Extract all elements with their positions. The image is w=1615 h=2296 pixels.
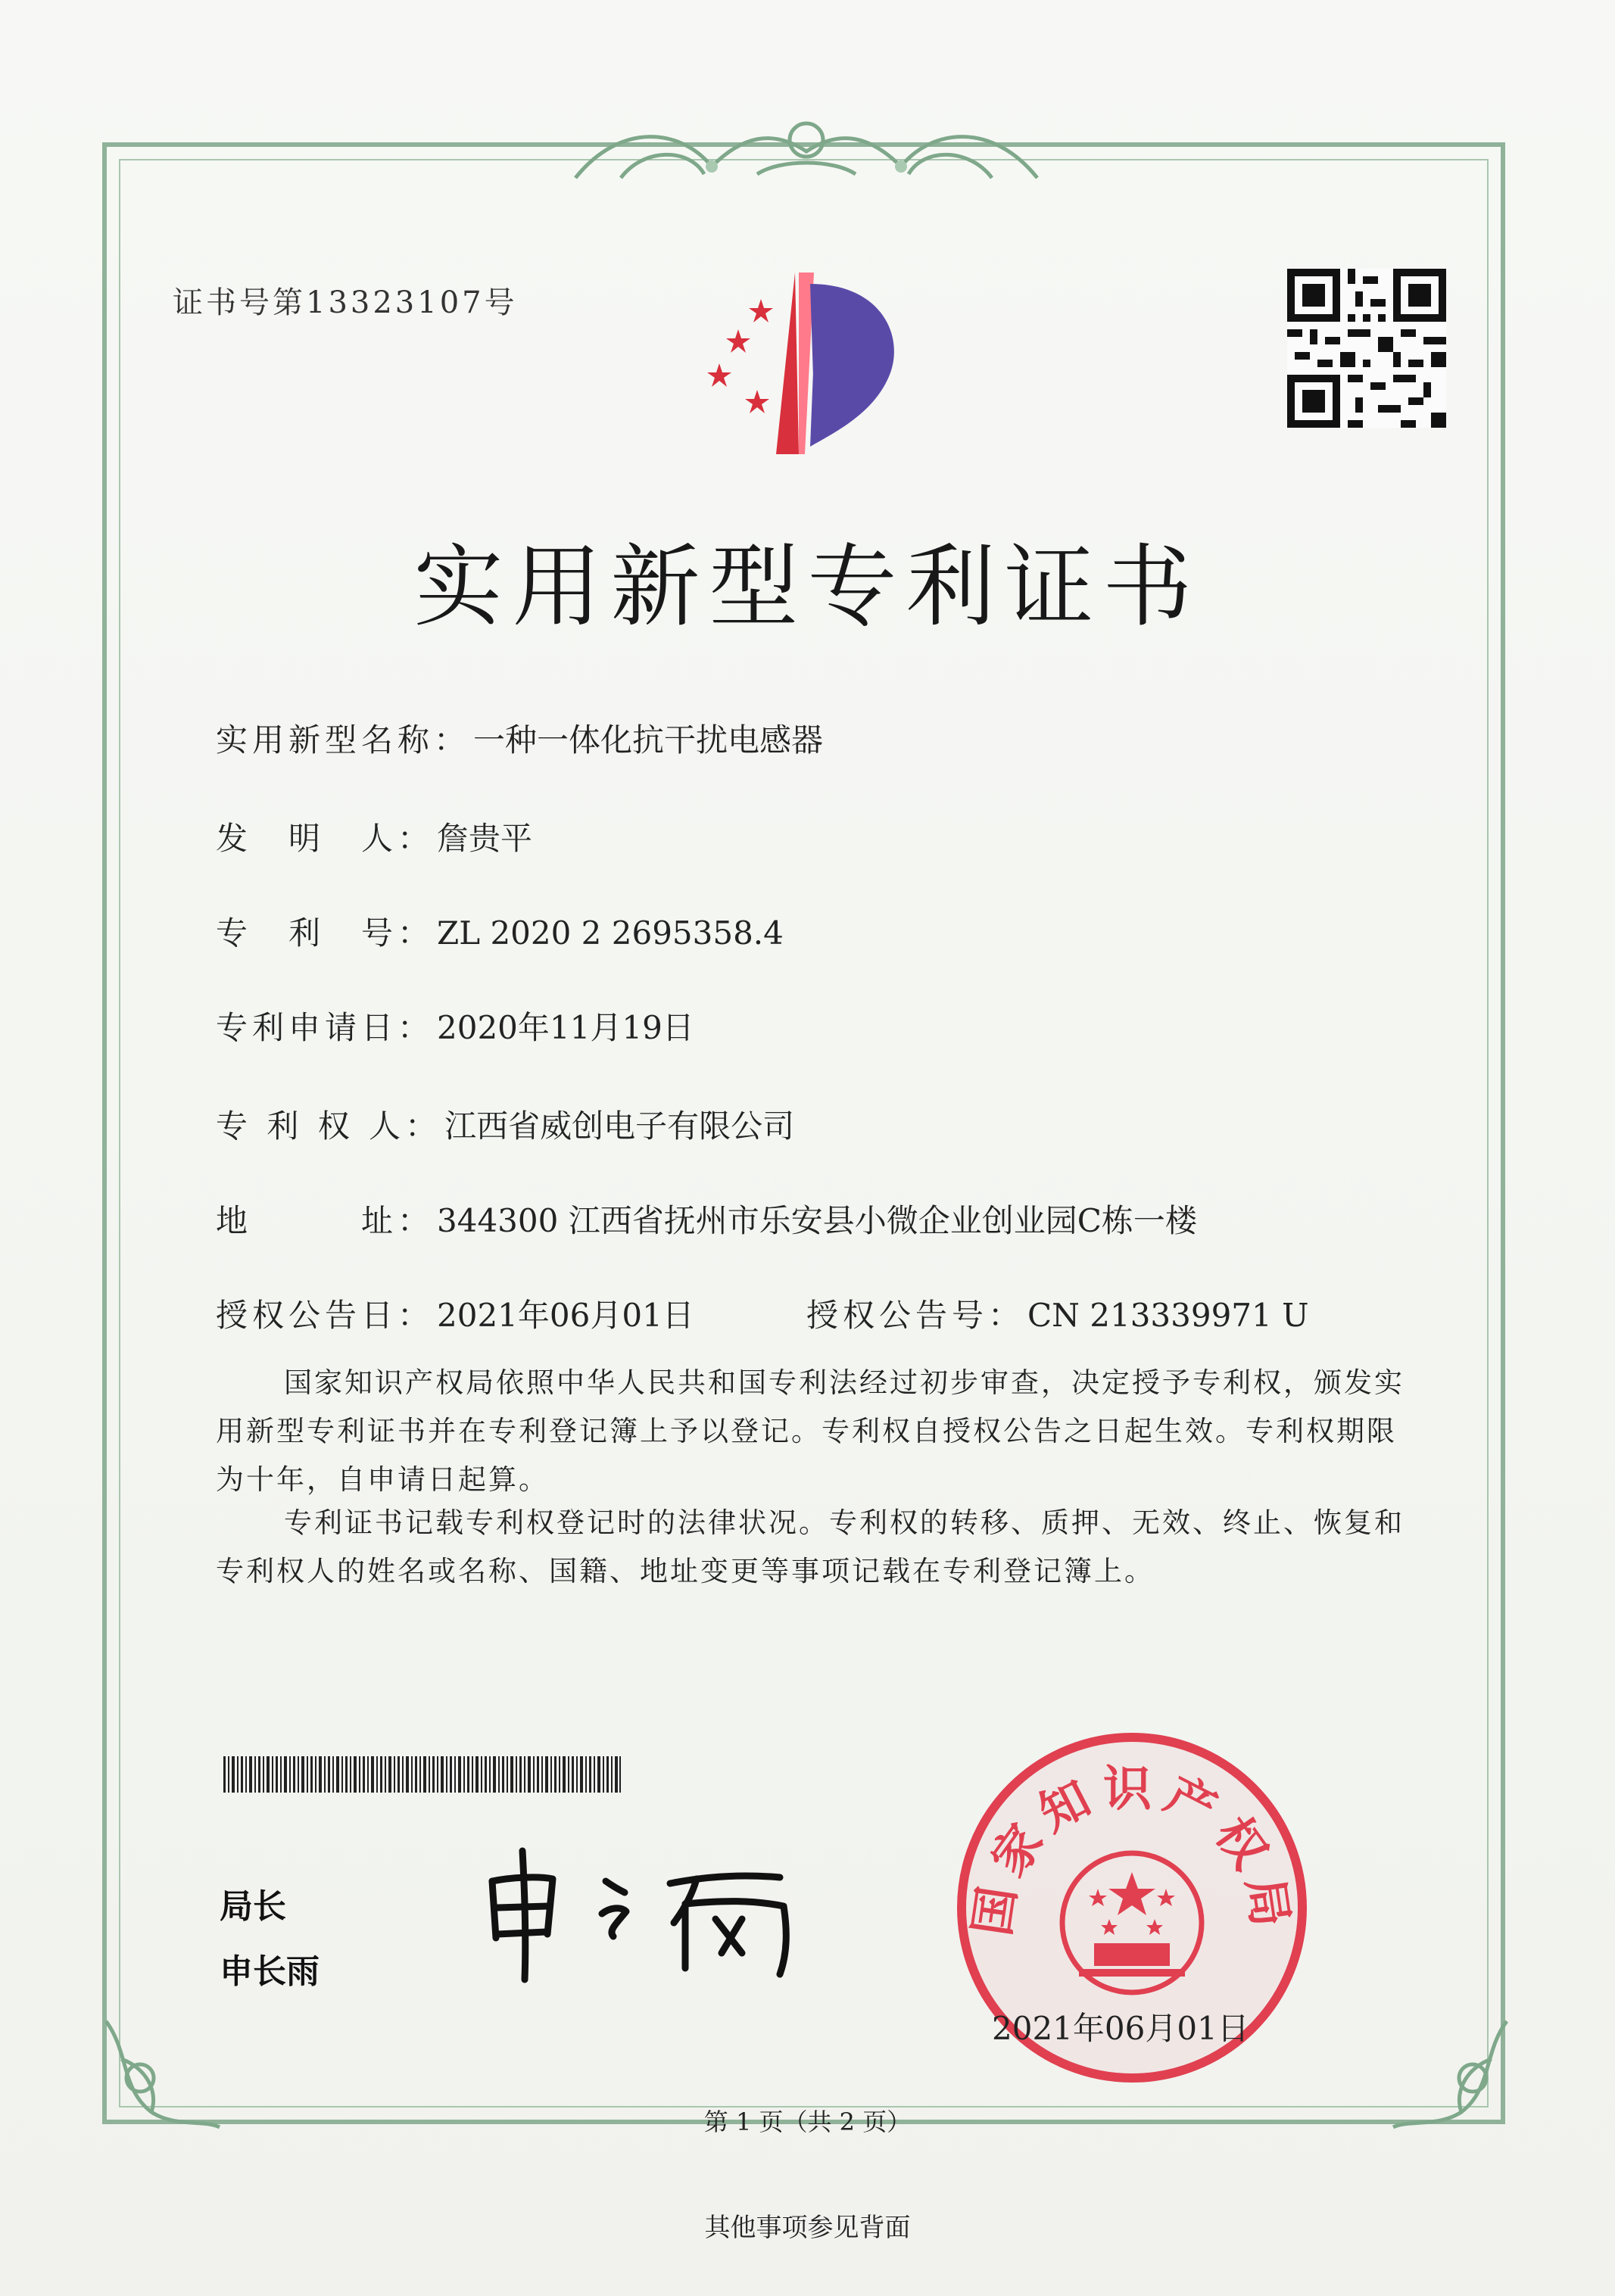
director-title: 局长 <box>220 1887 286 1926</box>
field-grant-date <box>216 1291 694 1336</box>
qr-code-icon <box>1287 269 1446 428</box>
footer-note: 其他事项参见背面 <box>704 2213 911 2243</box>
field-label: 发 明 人： <box>216 820 435 857</box>
field-value: 344300 江西省抚州市乐安县小微企业创业园C栋一楼 <box>437 1202 1197 1239</box>
field-value: 詹贵平 <box>437 820 533 857</box>
field-label: 实用新型名称： <box>216 721 471 759</box>
field-label: 专利申请日： <box>216 1009 435 1046</box>
field-label: 专 利 权 人： <box>216 1108 442 1145</box>
field-patent-number <box>216 908 784 954</box>
field-value: 一种一体化抗干扰电感器 <box>473 721 824 759</box>
top-ornament-icon <box>560 106 1052 197</box>
field-value: ZL 2020 2 2695358.4 <box>437 914 784 952</box>
director-signature <box>481 1847 814 1983</box>
field-value: 2020年11月19日 <box>437 1009 694 1046</box>
seal-text: 国家知识产权局 <box>964 1762 1300 1939</box>
field-value: CN 213339971 U <box>1027 1297 1309 1334</box>
certificate-title: 实用新型专利证书 <box>413 534 1202 639</box>
field-utility-model-name <box>216 715 823 761</box>
body-paragraph-2: 专利证书记载专利权登记时的法律状况。专利权的转移、质押、无效、终止、恢复和专利权人的姓名或名称、国籍、地址变更等事项记载在专利登记簿上。 <box>216 1506 1405 1587</box>
field-application-date <box>216 1003 694 1048</box>
field-label: 地 址： <box>216 1202 435 1239</box>
field-label: 授权公告日： <box>216 1297 435 1334</box>
seal-date: 2021年06月01日 <box>992 2010 1249 2047</box>
field-label: 授权公告号： <box>806 1297 1025 1334</box>
field-value: 江西省威创电子有限公司 <box>444 1108 795 1145</box>
field-address <box>216 1196 1197 1241</box>
cnipa-logo-icon <box>685 269 928 458</box>
field-inventor <box>216 814 532 859</box>
field-label: 专 利 号： <box>216 914 435 952</box>
body-paragraph-1: 国家知识产权局依照中华人民共和国专利法经过初步审查，决定授予专利权，颁发实用新型专利证书并在专利登记簿上予以登记。专利权自授权公告之日起生效。专利权期限为十年，自申请日起算。 <box>216 1366 1405 1496</box>
director-name: 申长雨 <box>220 1952 320 1991</box>
field-patentee <box>216 1101 794 1147</box>
field-value: 2021年06月01日 <box>437 1297 694 1334</box>
field-announcement-number <box>806 1291 1309 1336</box>
page-indicator: 第 1 页（共 2 页） <box>703 2108 912 2136</box>
barcode-icon <box>223 1756 621 1793</box>
certificate-number: 证书号第13323107号 <box>173 285 518 320</box>
